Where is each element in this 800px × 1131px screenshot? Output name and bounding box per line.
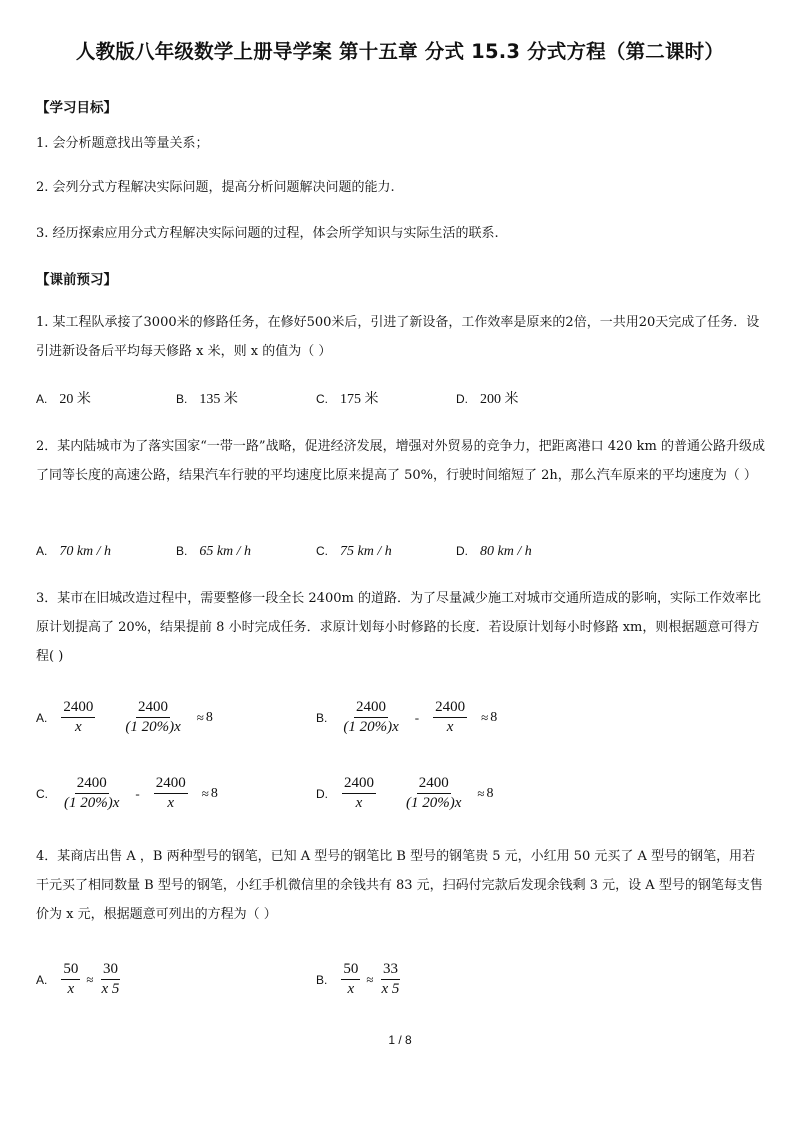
option-value: 175 米	[340, 392, 379, 407]
q1-option-a	[36, 388, 91, 408]
rhs-value: 8	[210, 785, 218, 801]
equals-glyph: ≈	[366, 971, 374, 987]
option-letter: B.	[176, 544, 188, 558]
fraction-denominator: x	[355, 795, 363, 811]
fraction-denominator: x 5	[101, 981, 120, 997]
learning-goals-heading: 【学习目标】	[36, 100, 117, 116]
fraction-numerator: 2400	[342, 774, 376, 794]
fraction	[379, 960, 401, 999]
q2-option-c	[316, 542, 392, 560]
fraction-denominator: x	[167, 795, 175, 811]
fraction	[341, 960, 360, 999]
fraction-denominator: (1 20%)x	[64, 795, 120, 811]
fraction-numerator: 2400	[154, 774, 188, 794]
option-letter: A.	[36, 544, 48, 558]
option-letter: D.	[456, 544, 468, 558]
fraction	[61, 698, 95, 737]
fraction-numerator: 50	[341, 960, 360, 980]
option-value: 135 米	[199, 392, 238, 407]
option-value: 75 km / h	[340, 544, 392, 559]
fraction-numerator: 2400	[75, 774, 109, 794]
fraction-numerator: 30	[101, 960, 120, 980]
q3-option-c	[36, 774, 218, 813]
rhs-value: 8	[490, 709, 498, 725]
page-title: 人教版八年级数学上册导学案 第十五章 分式 15.3 分式方程（第二课时）	[75, 40, 725, 63]
goal-item: 3. 经历探索应用分式方程解决实际问题的过程，体会所学知识与实际生活的联系.	[36, 226, 499, 241]
option-letter: D.	[316, 786, 328, 801]
rhs-value: 8	[205, 709, 213, 725]
equals-glyph: ≈	[481, 709, 489, 725]
fraction-numerator: 2400	[61, 698, 95, 718]
fraction	[99, 960, 121, 999]
fraction-numerator: 2400	[433, 698, 467, 718]
q2-option-a	[36, 542, 111, 560]
option-value: 65 km / h	[199, 544, 252, 559]
q4-option-a	[36, 960, 121, 999]
equals-glyph: ≈	[201, 785, 209, 801]
q2-option-d	[456, 542, 532, 560]
page-number: 1 / 8	[388, 1033, 412, 1047]
q2-option-b	[176, 542, 251, 560]
fraction-numerator: 2400	[136, 698, 170, 718]
goal-item: 2. 会列分式方程解决实际问题，提高分析问题解决问题的能力.	[36, 180, 395, 195]
fraction	[123, 698, 182, 737]
rhs-value: 8	[486, 785, 494, 801]
fraction-denominator: x	[67, 981, 75, 997]
q3-option-d	[316, 774, 494, 813]
fraction	[342, 774, 376, 813]
q3-option-a	[36, 698, 213, 737]
operator: -	[414, 709, 420, 725]
option-value: 20 米	[59, 392, 91, 407]
goal-item: 1. 会分析题意找出等量关系；	[36, 136, 209, 151]
fraction-denominator: x	[75, 719, 82, 735]
fraction	[154, 774, 188, 813]
option-letter: B.	[176, 392, 188, 406]
fraction-denominator: (1 20%)x	[343, 719, 399, 735]
option-letter: C.	[36, 786, 48, 801]
fraction	[61, 960, 80, 999]
equals-glyph: ≈	[86, 971, 94, 987]
fraction-numerator: 2400	[354, 698, 388, 718]
question-4-text: 4．某商店出售 A ，B 两种型号的钢笔，已知 A 型号的钢笔比 B 型号的钢笔贵 5 元，小红用 50 元买了 A 型号的钢笔，用若干元买了相同数量 B 型号的钢笔，小红手机微信里的余钱共有 83 元，扫码付完款后发现余钱剩 3 元，设 A 型号的钢笔每支售价为 x 元，根据题意可列出的方程为（ ）	[36, 849, 763, 922]
fraction-numerator: 33	[381, 960, 400, 980]
option-value: 80 km / h	[480, 544, 532, 559]
fraction-denominator: x	[446, 719, 454, 735]
question-1-text: 1. 某工程队承接了3000米的修路任务，在修好500米后，引进了新设备，工作效率是原来的2倍，一共用20天完成了任务．设引进新设备后平均每天修路 x 米，则 x 的值为（ ）	[36, 315, 760, 359]
question-2-text: 2．某内陆城市为了落实国家“一带一路”战略，促进经济发展，增强对外贸易的竞争力，把距离港口 420 km 的普通公路升级成了同等长度的高速公路，结果汽车行驶的平均速度比原来提高了 50%，行驶时间缩短了 2h，那么汽车原来的平均速度为（ ）	[36, 439, 765, 483]
option-value: 200 米	[480, 392, 519, 407]
option-letter: A.	[36, 972, 48, 987]
fraction	[62, 774, 121, 813]
fraction-denominator: (1 20%)x	[406, 795, 462, 811]
option-letter: A.	[36, 710, 48, 725]
option-letter: B.	[316, 972, 328, 987]
equals-glyph: ≈	[196, 709, 204, 725]
q1-option-b	[176, 388, 238, 408]
option-letter: B.	[316, 710, 328, 725]
option-letter: C.	[316, 544, 328, 558]
fraction-numerator: 2400	[417, 774, 451, 794]
fraction-denominator: x	[347, 981, 355, 997]
operator: -	[135, 785, 140, 801]
q1-option-d	[456, 388, 519, 408]
q4-option-b	[316, 960, 401, 999]
fraction	[433, 698, 467, 737]
fraction	[341, 698, 400, 737]
question-3-text: 3．某市在旧城改造过程中，需要整修一段全长 2400m 的道路．为了尽量减少施工对城市交通所造成的影响，实际工作效率比原计划提高了 20%，结果提前 8 小时完成任务．求原计划每小时修路的长度．若设原计划每小时修路 xm，则根据题意可得方程( )	[36, 591, 761, 664]
fraction	[404, 774, 463, 813]
option-value: 70 km / h	[59, 544, 112, 559]
q3-option-b	[316, 698, 497, 737]
option-letter: A.	[36, 392, 48, 406]
fraction-denominator: x 5	[381, 981, 400, 997]
fraction-denominator: (1 20%)x	[125, 719, 181, 735]
option-letter: D.	[456, 392, 468, 406]
option-letter: C.	[316, 392, 328, 406]
fraction-numerator: 50	[61, 960, 80, 980]
equals-glyph: ≈	[477, 785, 485, 801]
q1-option-c	[316, 388, 379, 408]
preview-heading: 【课前预习】	[36, 272, 117, 288]
